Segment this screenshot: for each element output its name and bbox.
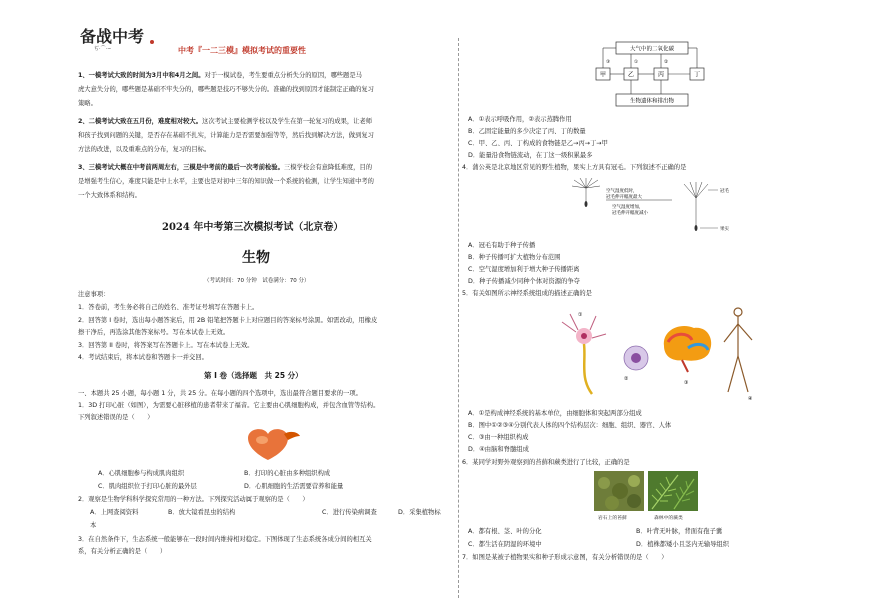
- fig5-label-4: ④: [748, 396, 753, 402]
- q3-option-c: C．甲、乙、丙、丁构成的食物链是乙→丙→丁→甲: [468, 140, 608, 147]
- q1-stem-2: 下列叙述错误的是（ ）: [78, 414, 154, 421]
- intro-line-1: 1、一模考试大致的时间为3月中和4月之间。对于一模试卷，考生要重点分析失分的原因，哪些题是马: [78, 72, 362, 79]
- neuron-icon: [562, 314, 606, 394]
- q6-stem: 6．某同学对野外观察到的苔藓和蕨类进行了比较，正确的是: [462, 459, 630, 466]
- intro-line-3: 策略。: [78, 100, 97, 107]
- diagram-top-box: 大气中的二氧化碳: [629, 46, 675, 53]
- q7-stem: 7．如图是某被子植物果实和种子形成示意图，有关分析错误的是（ ）: [462, 554, 668, 561]
- logo-dot-icon: [150, 40, 154, 44]
- q4-option-a: A．冠毛有助于种子传播: [468, 242, 536, 249]
- intro-line-8: 是增强考生信心，难度只能是中上水平，主要也是对初中三年的知识做一个系统的检测，让学生知道中考的: [78, 178, 374, 185]
- q5-option-d: D．④由脑和脊髓组成: [468, 446, 529, 453]
- q2-option-d: D．采集植物标: [398, 509, 441, 516]
- q2-option-d-cont: 本: [90, 522, 97, 529]
- q2-option-c: C．进行传染病调查: [322, 509, 377, 516]
- q6-option-d: D．植株都矮小且茎内无输导组织: [636, 541, 730, 548]
- q1-stem-1: 1．3D 打印心脏（如图），为需要心脏移植的患者带来了福音。它主要由心肌细胞构成，并包含血管等结构。: [78, 402, 380, 409]
- fig-label-guoshi: 果实: [720, 227, 729, 232]
- label-3: ③: [606, 60, 611, 65]
- intro-line-7: 3、三模考试大概在中考前两周左右，三模是中考前的最后一次考前检验。三模学校会有意降低难度，目的: [78, 164, 373, 171]
- intro-line-9: 一个大致体系和结构。: [78, 192, 141, 199]
- fig5-label-3: ③: [684, 380, 689, 386]
- q4-stem: 4．蒲公英是北京地区常见的野生植物，果实上方具有冠毛。下列叙述不正确的是: [462, 164, 687, 171]
- q3-stem-2: 系，有关分析正确的是（ ）: [78, 548, 167, 555]
- q3-option-d: D．能量沿食物链流动，在丁这一级积累最多: [468, 152, 593, 159]
- logo-text: 备战中考: [80, 27, 145, 46]
- fig-label-2: 冠毛伸开幅度最大: [606, 195, 642, 200]
- moss-icon: [594, 471, 644, 511]
- fig-label-1: 空气湿度低时，: [606, 189, 638, 194]
- fig5-label-1: ①: [578, 312, 583, 318]
- fig5-label-2: ②: [624, 376, 629, 382]
- notice-2b: 擦干净后，再选涂其他答案标号。写在本试卷上无效。: [78, 329, 230, 336]
- q1-option-c: C．肌肉组织位于打印心脏的最外层: [98, 483, 197, 490]
- fig-label-4: 冠毛伸开幅度减小: [612, 211, 648, 216]
- intro-line-5: 和孩子找到问题的关键，是否存在基础不扎实，计算能力是否需要加强等等，然后找到解决方法，做到复习: [78, 132, 374, 139]
- notice-3: 3．回答第 II 卷时，将答案写在答题卡上。写在本试卷上无效。: [78, 342, 254, 349]
- fern-icon: [648, 471, 698, 511]
- node-jia: 甲: [599, 71, 607, 79]
- section-title: 第 I 卷（选择题 共 25 分）: [204, 371, 303, 380]
- intro-line-6: 方法的改进，以及重难点的分布，复习的目标。: [78, 146, 211, 153]
- human-body-icon: [724, 308, 752, 392]
- fern-caption: 森林中的蕨类: [654, 516, 683, 521]
- q5-option-c: C．③由一种组织构成: [468, 434, 529, 441]
- q2-option-a: A．上网查阅资料: [90, 509, 139, 516]
- subject-title: 生物: [242, 250, 270, 266]
- label-1: ①: [634, 60, 639, 65]
- q4-option-b: B．种子传播可扩大植物分布范围: [468, 254, 561, 261]
- q5-stem: 5．有关如图所示神经系统组成的描述正确的是: [462, 290, 592, 297]
- fig-label-guanmao: 冠毛: [720, 189, 729, 194]
- diagram-bottom-box: 生物遗体和排出物: [629, 98, 675, 105]
- q2-option-b: B．放大镜看昆虫的结构: [168, 509, 236, 516]
- moss-caption: 岩石上的苔藓: [598, 516, 627, 521]
- brand-logo-art: [78, 22, 160, 52]
- notice-heading: 注意事项：: [78, 291, 110, 298]
- column-divider: [458, 38, 459, 598]
- brain-icon: [664, 326, 711, 372]
- notice-1: 1．答卷前，考生务必将自己的姓名、准考证号填写在答题卡上。: [78, 304, 259, 311]
- brand-logo: [78, 22, 160, 52]
- fern-photo: [648, 471, 698, 511]
- notice-4: 4．考试结束后，将本试卷和答题卡一并交回。: [78, 354, 208, 361]
- q1-option-d: D．心肌细胞的生活需要营养和能量: [244, 483, 344, 490]
- q5-option-a: A．①是构成神经系统的基本单位，由细胞体和突起两部分组成: [468, 410, 642, 417]
- q3-stem-1: 3．在自然条件下，生态系统一般能够在一段时间内维持相对稳定。下图体现了生态系统各成分间的相互关: [78, 536, 372, 543]
- q1-heart-figure: [238, 424, 308, 462]
- q6-option-c: C．都生活在阴湿的环境中: [468, 541, 542, 548]
- fig-label-3: 空气湿度增加，: [612, 205, 644, 210]
- q4-option-c: C．空气湿度增加利于增大种子传播距离: [468, 266, 580, 273]
- exam-title: 2024 年中考第三次模拟考试（北京卷）: [162, 222, 344, 233]
- q3-option-a: A．①表示呼吸作用，②表示蒸腾作用: [468, 116, 572, 123]
- nervous-system-icon: [558, 302, 758, 402]
- q1-option-b: B．打印的心脏由多种组织构成: [244, 470, 331, 477]
- q4-option-d: D．种子传播减少同种个体对资源的争夺: [468, 278, 580, 285]
- q1-option-a: A．心肌细胞参与构成肌肉组织: [98, 470, 185, 477]
- heart-icon: [238, 424, 308, 462]
- q5-nervous-system-figure: [558, 302, 758, 402]
- intro-line-2: 虎大意失分的，哪些题是基础不牢失分的，哪些题是技巧不够失分的。准确的找到原因才能制定正确的复习: [78, 86, 374, 93]
- node-yi: 乙: [627, 71, 635, 79]
- q3-option-b: B．乙固定能量的多少决定了丙、丁的数量: [468, 128, 586, 135]
- section-desc: 一、本题共 25 小题，每小题 1 分，共 25 分。在每小题的四个选项中，选出最符合题目要求的一项。: [78, 390, 362, 397]
- dandelion-icon: [572, 178, 752, 238]
- ecosystem-diagram-art: [594, 40, 714, 110]
- intro-line-4: 2、二模考试大致在五月份，难度相对较大。这次考试主要检测学校以及学生在第一轮复习的成果，让老师: [78, 118, 373, 125]
- logo-subtext: ぢ·⌒·∽: [94, 46, 112, 52]
- node-ding: 丁: [693, 71, 701, 79]
- q2-stem: 2．观察是生物学科科学探究常用的一种方法。下列探究活动属于观察的是（ ）: [78, 496, 309, 503]
- moss-photo: [594, 471, 644, 511]
- cell-icon: [624, 346, 648, 370]
- label-2: ②: [664, 60, 669, 65]
- q6-option-a: A．都有根、茎、叶的分化: [468, 528, 542, 535]
- q5-option-b: B．图中①②③④分别代表人体的四个结构层次：细胞、组织、器官、人体: [468, 422, 672, 429]
- q3-ecosystem-diagram: [594, 40, 714, 110]
- banner-title: 中考『一二三模』模拟考试的重要性: [178, 46, 306, 55]
- q6-option-b: B．叶背无叶脉，背面有孢子囊: [636, 528, 723, 535]
- node-bing: 丙: [657, 71, 665, 79]
- notice-2: 2．回答第 I 卷时，选出每小题答案后，用 2B 铅笔把答题卡上对应题目的答案标号涂黑。如需改动，用橡皮: [78, 317, 378, 324]
- q4-dandelion-figure: [572, 178, 752, 238]
- exam-meta: （考试时间：70 分钟 试卷满分：70 分）: [204, 278, 310, 284]
